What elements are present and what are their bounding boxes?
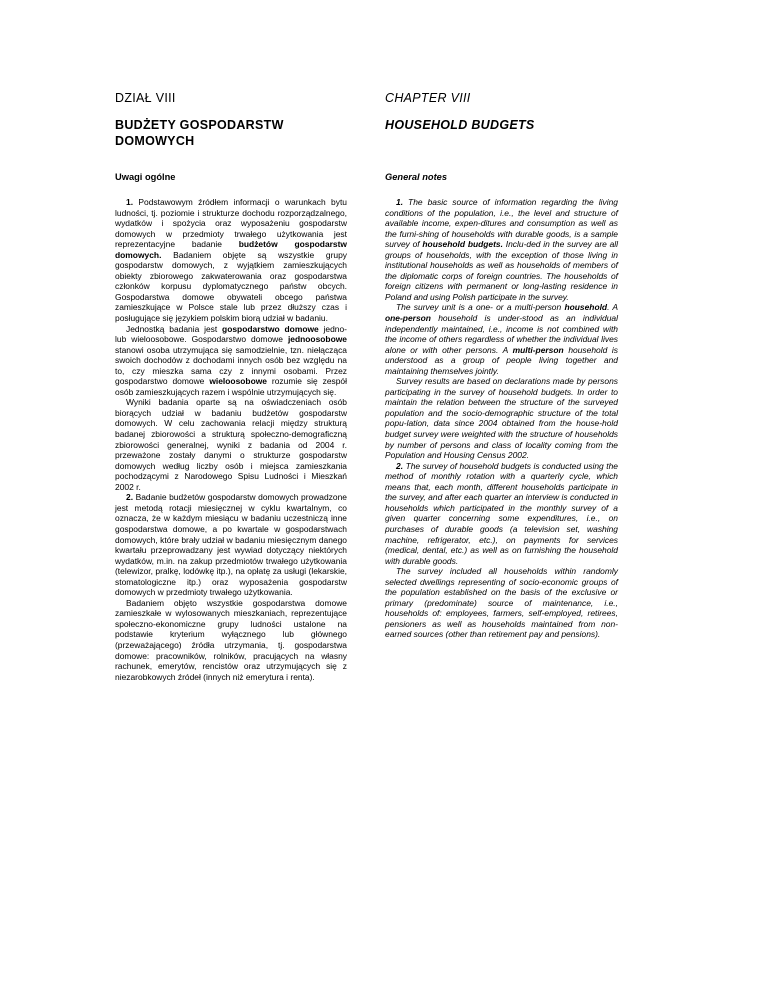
paragraph-number: 2. [396, 460, 404, 471]
paragraph [385, 302, 618, 376]
bold-term: household [564, 302, 608, 313]
paragraph [115, 324, 347, 398]
section-heading: General notes [385, 172, 448, 182]
text-run: Podstawowym źródłem informacji o warunkach bytu ludności, tj. poziomie i strukturze dochodu rozporządzalnego, wydatków i spożycia oraz wyposażeniu gospodarstw domowych w przedmioty trwałego użytkowania jest reprezentacyjne badanie [115, 197, 347, 250]
body-text [385, 197, 618, 640]
paragraph [385, 461, 618, 566]
text-run: rozumie się zespół osób zamieszkujących razem i wspólnie utrzymujących się. [115, 376, 347, 397]
bold-term: one-person [385, 313, 431, 324]
paragraph: Survey results are based on declarations made by persons participating in the survey of household budgets. In order to maintain the relation between the structure of the surveyed population and the socio-demographic structure of the total popu-lation, data since 2004 obtained from the house-hold budget survey were weighted with the structure of households by number of persons and class of locality coming from the Population and Housing Census 2002. [385, 376, 618, 461]
text-run: household is under-stood as an individual independently maintained, i.e., income is not combined with the income of others regardless of whether the individual lives alone or with other persons. A [385, 313, 618, 355]
text-run: stanowi osoba utrzymująca się samodzielnie, tzn. niełącząca swoich dochodów z dochodami innych osób bez względu na to, czy mieszka sama czy z innymi osobami. Przez gospodarstwo domowe [115, 344, 347, 387]
paragraph [115, 492, 347, 597]
paragraph [115, 197, 347, 324]
bold-term: household budgets. [422, 239, 503, 250]
paragraph: The survey included all households within randomly selected dwellings representing of socio-economic groups of the population established on the basis of the exclusive or primary (predominate) source of maintenance, i.e., households of: employees, farmers, self-employed, retirees, pensioners as well as households maintained from non-earned sources (other than retirement pay and pensions). [385, 566, 618, 640]
text-run: The survey unit is a one- or a multi-person [396, 302, 565, 313]
paragraph: Badaniem objęto wszystkie gospodarstwa domowe zamieszkałe w wylosowanych mieszkaniach, reprezentujące społeczno-ekonomiczne grupy ludności ustalone na podstawie kryterium wyłącznego lub głównego (przeważającego) źródła utrzymania, tj. gospodarstwa domowe: pracowników, rolników, pracujących na własny rachunek, emerytów, rencistów oraz utrzymujących się z niezarobkowych źródeł (innych niż emerytura i renta). [115, 597, 347, 682]
text-run: jedno- lub wieloosobowe. Gospodarstwo domowe [115, 323, 347, 345]
text-run: The survey of household budgets is conducted using the method of monthly rotation with a quarterly cycle, which means that, each month, different households participate in the survey, and after each quarter an interview is conducted in households which participated in the monthly survey of a given quarter concerning some expenditures, i.e., on purchases of durable goods (a television set, washing machine, refrigerator, etc.), on payments for services (medical, dental, etc.) as well as on furnishing the household with durable goods. [385, 460, 618, 566]
body-text [115, 197, 347, 682]
chapter-title: HOUSEHOLD BUDGETS [385, 118, 535, 132]
chapter-label: DZIAŁ VIII [115, 91, 176, 105]
bold-term: gospodarstwo domowe [222, 323, 319, 334]
paragraph [385, 197, 618, 302]
text-run: Badaniem objęte są wszystkie grupy gospodarstw domowych, z wyjątkiem zamieszkujących obiekty zbiorowego zakwaterowania oraz gospodarstwa członków korpusu dyplomatycznego państw obcych. Gospodarstwa domowe obywateli obcego państwa zamieszkujące w Polsce stale lub przez dłuższy czas i posługujące się językiem polskim biorą udział w badaniu. [115, 249, 347, 324]
bold-term: budżetów gospodarstw domowych. [115, 239, 347, 260]
bold-term: multi-person [512, 344, 564, 355]
text-run: . A [607, 302, 618, 313]
bold-term: wieloosobowe [209, 376, 267, 387]
text-run: Jednostką badania jest [126, 323, 223, 334]
text-run: household is understood as a group of people living together and maintaining themselves jointly. [385, 344, 618, 376]
chapter-title: BUDŻETY GOSPODARSTW DOMOWYCH [115, 118, 284, 148]
text-run: Badanie budżetów gospodarstw domowych prowadzone jest metodą rotacji miesięcznej w cyklu kwartalnym, co oznacza, że w każdym miesiącu w badaniu uczestniczą inne gospodarstwa domowe, a po kwartale w gospodarstwach domowych, które brały udział w badaniu miesięcznym danego kwartału przeprowadzany jest wywiad dotyczący niektórych wydatków, m.in. na zakup przedmiotów trwałego użytkowania (telewizor, pralkę, lodówkę itp.), na opłatę za usługi (lekarskie, stomatologiczne itp.) oraz wyposażenia gospodarstw domowych w przedmioty trwałego użytkowania. [115, 492, 347, 598]
bold-term: jednoosobowe [287, 334, 347, 345]
paragraph-number: 1. [126, 197, 134, 207]
paragraph: Wyniki badania oparte są na oświadczeniach osób biorących udział w badaniu budżetów gospodarstw domowych. W celu zachowania relacji między strukturą badanej zbiorowości a strukturą społeczno-demograficzną zbiorowości generalnej, wyniki z badania od 2004 r. przeważone zostały danymi o strukturze gospodarstw domowych według liczby osób i miejsca zamieszkania pochodzącymi z Narodowego Spisu Ludności i Mieszkań 2002 r. [115, 397, 347, 492]
section-heading: Uwagi ogólne [115, 172, 176, 182]
paragraph-number: 1. [396, 197, 404, 207]
text-run: The basic source of information regarding the living conditions of the population, i.e., the level and structure of available income, expen-ditures and consumption as well as the furni-shing of households with durable goods, is a sample survey of [385, 197, 618, 250]
chapter-label: CHAPTER VIII [385, 91, 471, 105]
paragraph-number: 2. [126, 492, 134, 503]
text-run: Inclu-ded in the survey are all groups of households, with the exception of those living in institutional households as well as households of members of the diplomatic corps of foreign countries. The households of foreign citizens with permanent or long-lasting residence in Poland and using Polish participate in the survey. [385, 239, 619, 302]
